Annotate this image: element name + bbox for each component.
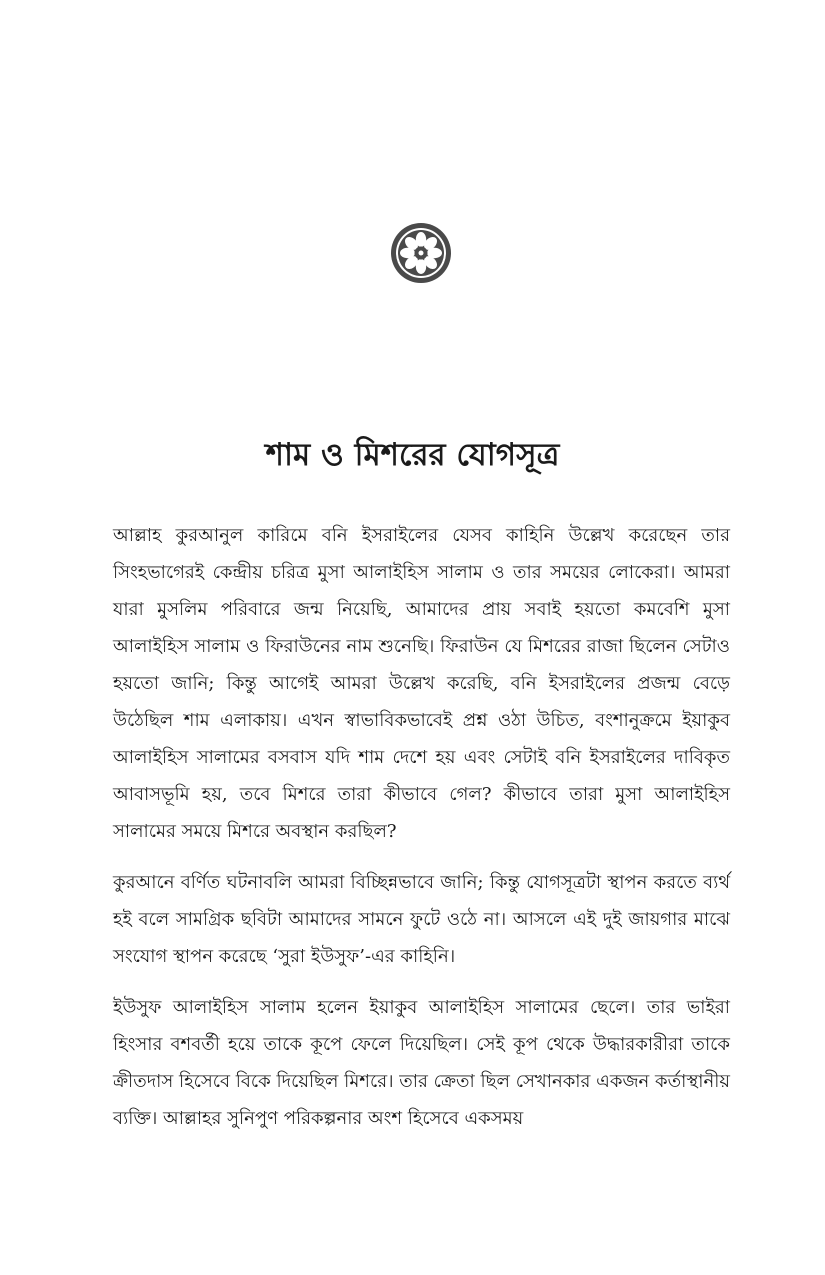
- chapter-title: শাম ও মিশরের যোগসূত্র: [265, 437, 560, 473]
- paragraph: কুরআনে বর্ণিত ঘটনাবলি আমরা বিচ্ছিন্নভাবে জানি; কিন্তু যোগসূত্রটা স্থাপন করতে ব্যর্থ হই বলে সামগ্রিক ছবিটা আমাদের সামনে ফুটে ওঠে না। আসলে এই দুই জায়গার মাঝে সংযোগ স্থাপন করেছে ‘সুরা ইউসুফ’-এর কাহিনি।: [113, 872, 730, 967]
- flower-ornament-icon: [390, 222, 452, 284]
- paragraph: ইউসুফ আলাইহিস সালাম হলেন ইয়াকুব আলাইহিস সালামের ছেলে। তার ভাইরা হিংসার বশবর্তী হয়ে তাকে কূপে ফেলে দিয়েছিল। সেই কূপ থেকে উদ্ধারকারীরা তাকে ক্রীতদাস হিসেবে বিকে দিয়েছিল মিশরে। তার ক্রেতা ছিল সেখানকার একজন কর্তাস্থানীয় ব্যক্তি। আল্লাহর সুনিপুণ পরিকল্পনার অংশ হিসেবে একসময়: [113, 997, 730, 1129]
- paragraph: আল্লাহ কুরআনুল কারিমে বনি ইসরাইলের যেসব কাহিনি উল্লেখ করেছেন তার সিংহভাগেরই কেন্দ্রীয় চরিত্র মুসা আলাইহিস সালাম ও তার সময়ের লোকেরা। আমরা যারা মুসলিম পরিবারে জন্ম নিয়েছি, আমাদের প্রায় সবাই হয়তো কমবেশি মুসা আলাইহিস সালাম ও ফিরাউনের নাম শুনেছি। ফিরাউন যে মিশরের রাজা ছিলেন সেটাও হয়তো জানি; কিন্তু আগেই আমরা উল্লেখ করেছি, বনি ইসরাইলের প্রজন্ম বেড়ে উঠেছিল শাম এলাকায়। এখন স্বাভাবিকভাবেই প্রশ্ন ওঠা উচিত, বংশানুক্রমে ইয়াকুব আলাইহিস সালামের বসবাস যদি শাম দেশে হয় এবং সেটাই বনি ইসরাইলের দাবিকৃত আবাসভূমি হয়, তবে মিশরে তারা কীভাবে গেল? কীভাবে তারা মুসা আলাইহিস সালামের সময়ে মিশরে অবস্থান করছিল?: [113, 525, 730, 842]
- body-text: [113, 517, 730, 1151]
